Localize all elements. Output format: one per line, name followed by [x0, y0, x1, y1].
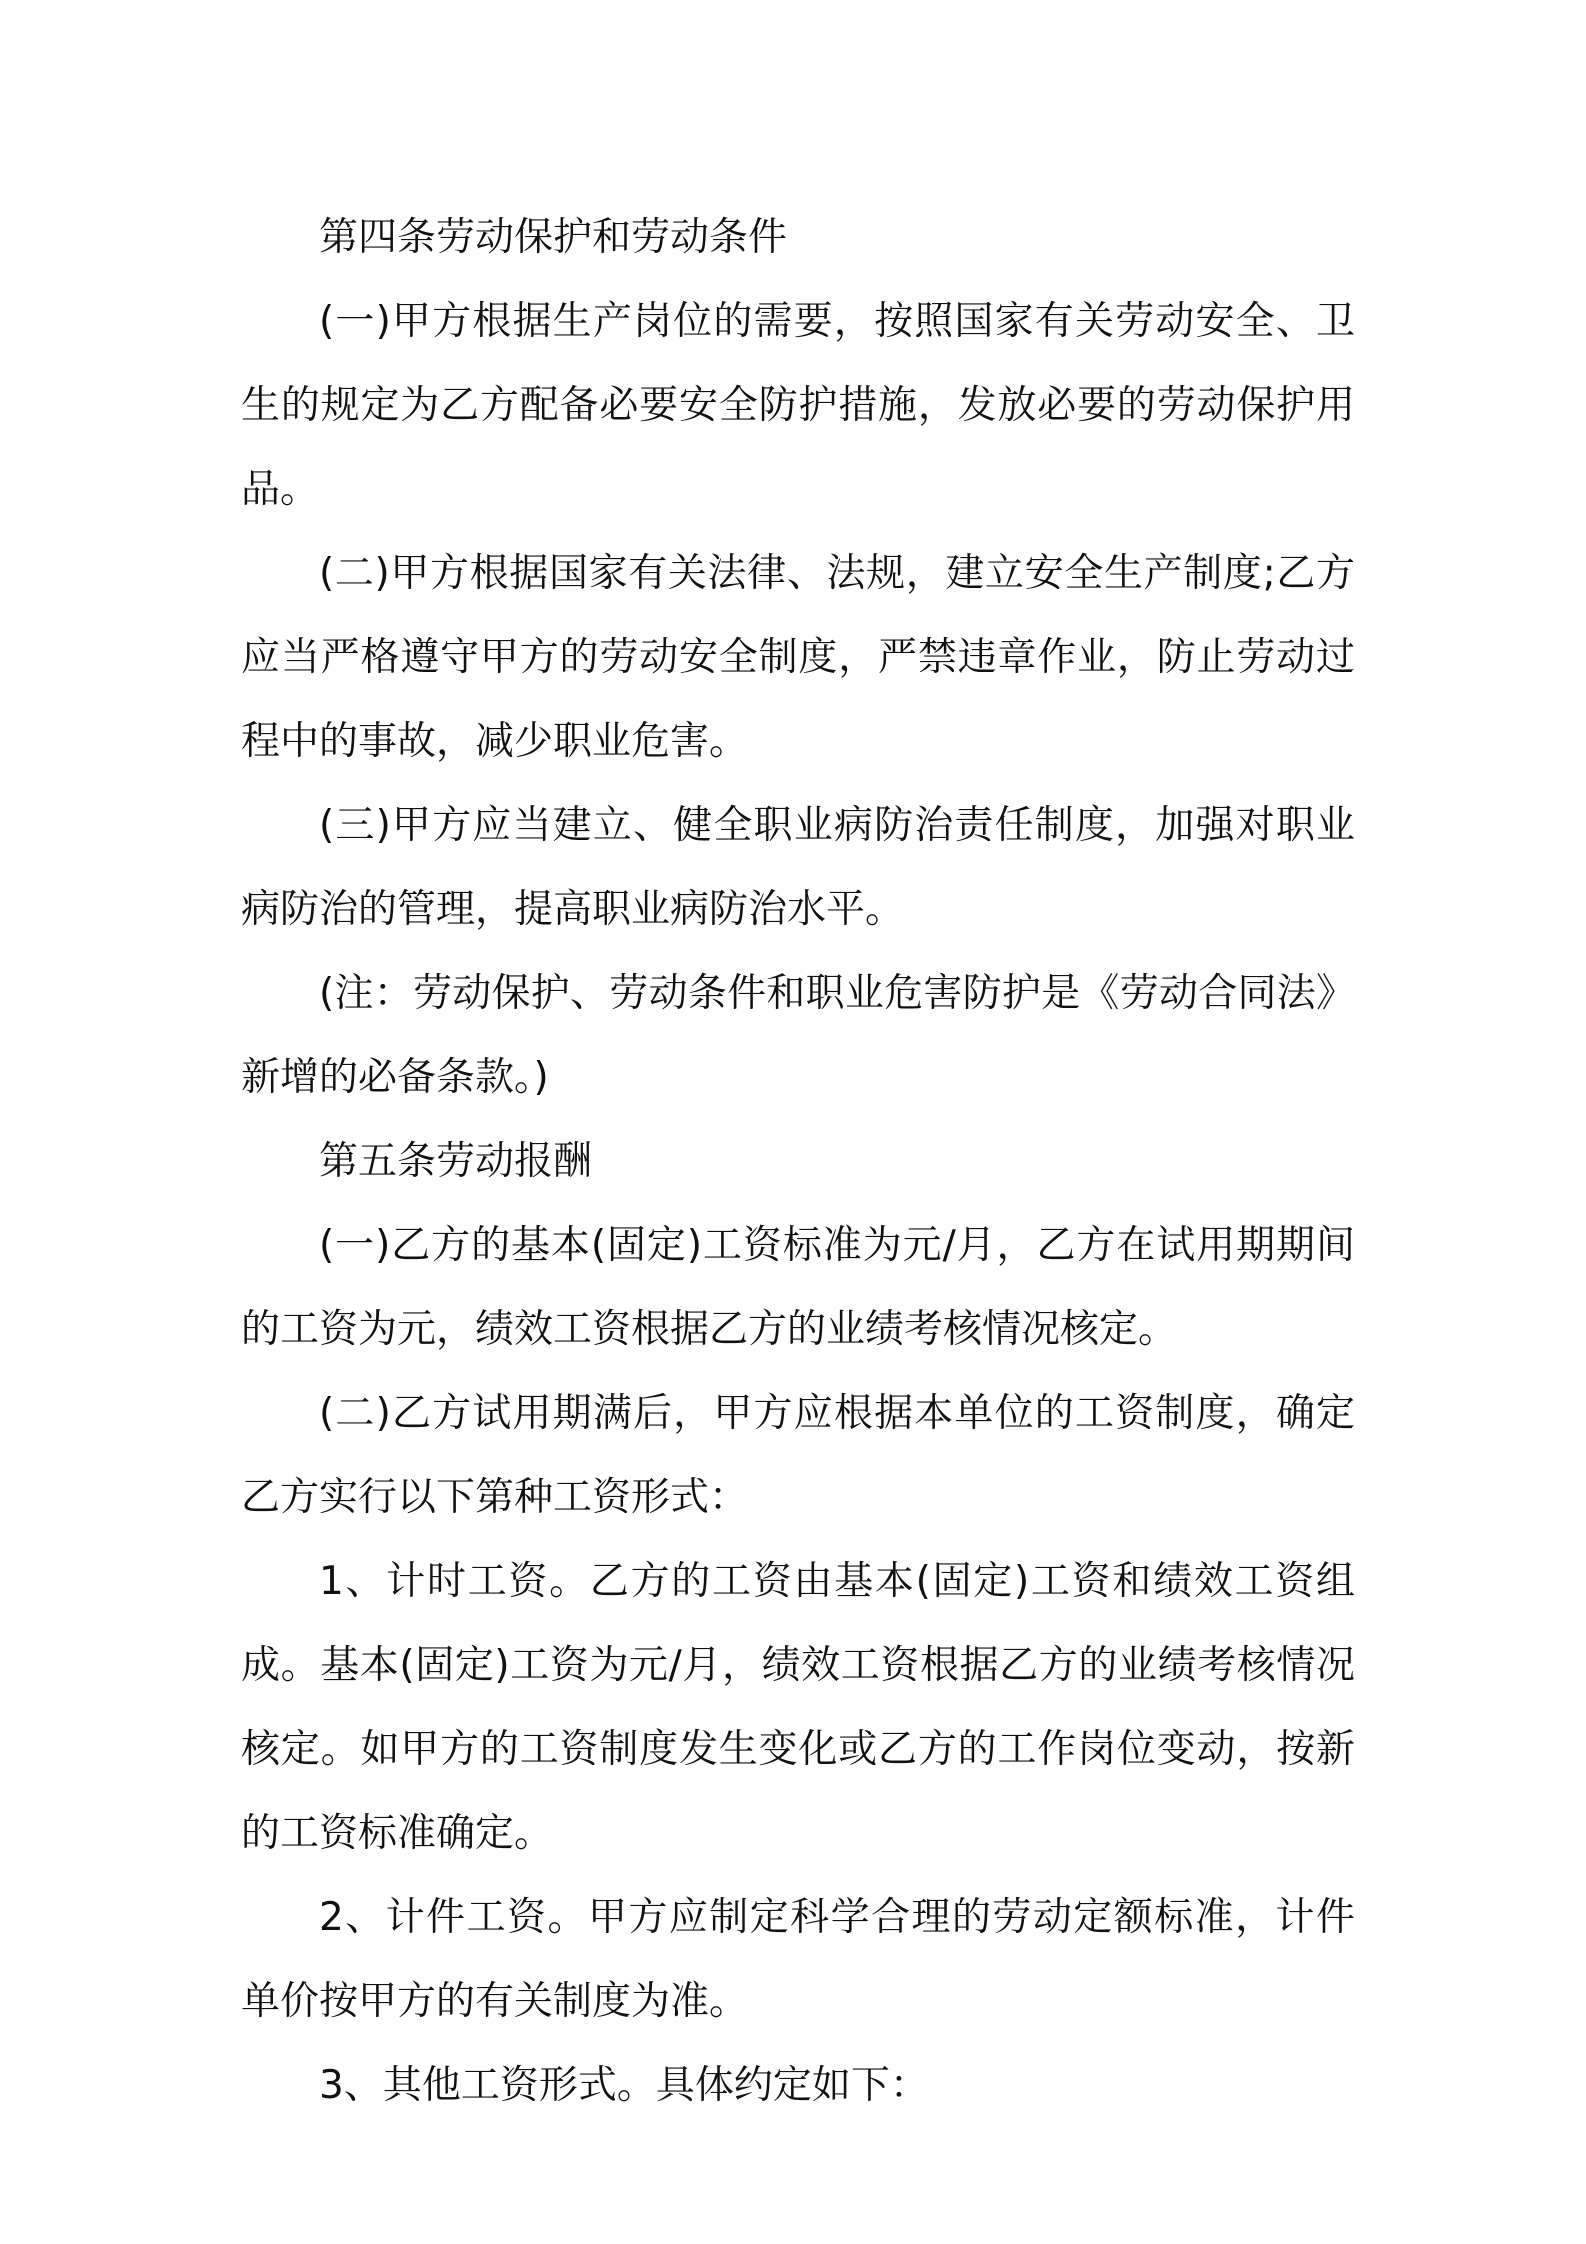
article-5-clause-1: (一)乙方的基本(固定)工资标准为元/月，乙方在试用期期间的工资为元，绩效工资根据乙方的业绩考核情况核定。 [241, 1223, 1355, 1352]
article-5-clause-2: (二)乙方试用期满后，甲方应根据本单位的工资制度，确定乙方实行以下第种工资形式： [241, 1391, 1355, 1520]
wage-form-1: 1、计时工资。乙方的工资由基本(固定)工资和绩效工资组成。基本(固定)工资为元/月，绩效工资根据乙方的业绩考核情况核定。如甲方的工资制度发生变化或乙方的工作岗位变动，按新的工资标准确定。 [241, 1559, 1355, 1856]
article-4-clause-1: (一)甲方根据生产岗位的需要，按照国家有关劳动安全、卫生的规定为乙方配备必要安全防护措施，发放必要的劳动保护用品。 [241, 299, 1355, 512]
document-body [241, 196, 1355, 2128]
article-4-clause-2: (二)甲方根据国家有关法律、法规，建立安全生产制度;乙方应当严格遵守甲方的劳动安全制度，严禁违章作业，防止劳动过程中的事故，减少职业危害。 [241, 551, 1355, 764]
wage-form-2: 2、计件工资。甲方应制定科学合理的劳动定额标准，计件单价按甲方的有关制度为准。 [241, 1895, 1355, 2024]
article-4-heading: 第四条劳动保护和劳动条件 [319, 215, 788, 260]
article-5-heading: 第五条劳动报酬 [319, 1139, 593, 1184]
article-4-clause-3: (三)甲方应当建立、健全职业病防治责任制度，加强对职业病防治的管理，提高职业病防治水平。 [241, 803, 1355, 932]
wage-form-3: 3、其他工资形式。具体约定如下： [319, 2063, 929, 2108]
article-4-note: (注：劳动保护、劳动条件和职业危害防护是《劳动合同法》新增的必备条款。) [241, 971, 1355, 1100]
